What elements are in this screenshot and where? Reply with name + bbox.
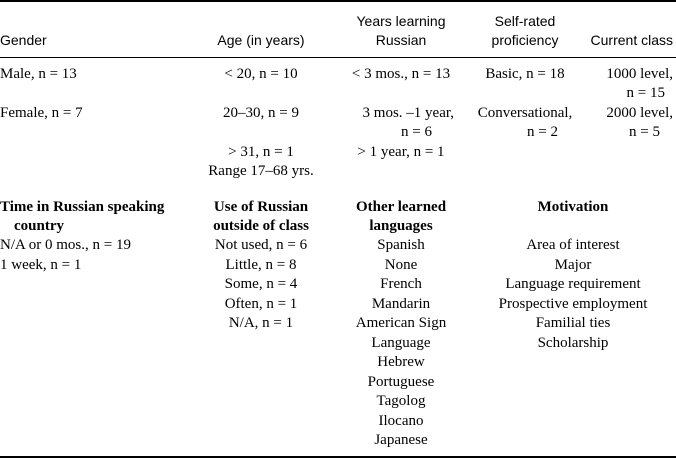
age-over-31: > 31, n = 1 xyxy=(228,144,294,160)
list-item: Not used, n = 6 xyxy=(214,237,308,253)
header-use-outside-l1: Use of Russian xyxy=(213,199,309,215)
list-item: N/A or 0 mos., n = 19 xyxy=(0,237,131,253)
header-years-learning-l2: Russian xyxy=(375,32,427,48)
header-motivation: Motivation xyxy=(537,199,609,215)
header-other-languages-l1: Other learned xyxy=(355,199,447,215)
header-other-languages-l2: languages xyxy=(369,218,433,234)
age-range: Range 17–68 yrs. xyxy=(208,163,314,179)
list-item: Familial ties xyxy=(535,315,611,331)
header-age: Age (in years) xyxy=(217,32,305,48)
class-2000-level: 2000 level, xyxy=(606,105,673,121)
header-time-in-country-l1: Time in Russian speaking xyxy=(0,199,165,215)
class-1000-level: 1000 level, xyxy=(606,66,673,82)
header-self-rated-l1: Self-rated xyxy=(494,13,556,29)
proficiency-conversational-n: n = 2 xyxy=(527,124,558,140)
list-item: Language xyxy=(371,334,431,351)
header-self-rated-l2: proficiency xyxy=(491,32,559,48)
proficiency-basic: Basic, n = 18 xyxy=(485,66,565,82)
list-item: Portuguese xyxy=(367,373,435,390)
list-item: Little, n = 8 xyxy=(225,256,297,273)
gender-male: Male, n = 13 xyxy=(0,66,77,82)
class-2000-level-n: n = 5 xyxy=(629,124,660,140)
bottom-rule xyxy=(0,456,676,458)
header-current-class: Current class xyxy=(590,32,673,48)
use-outside-list xyxy=(196,236,326,334)
years-lt-3-mos: < 3 mos., n = 13 xyxy=(351,66,451,82)
list-item: Major xyxy=(554,256,592,273)
list-item: Some, n = 4 xyxy=(224,276,298,292)
time-in-country-list xyxy=(0,236,131,275)
header-use-outside-l2: outside of class xyxy=(213,218,309,234)
list-item: N/A, n = 1 xyxy=(228,315,294,331)
list-item: 1 week, n = 1 xyxy=(0,256,82,273)
motivation-list xyxy=(470,236,676,353)
list-item: American Sign xyxy=(355,315,447,331)
list-item: None xyxy=(384,256,418,273)
header-years-learning-l1: Years learning xyxy=(356,13,446,29)
gender-female: Female, n = 7 xyxy=(0,105,83,121)
header-rule xyxy=(0,57,676,58)
list-item: Spanish xyxy=(377,237,425,253)
list-item: Hebrew xyxy=(377,354,425,370)
list-item: Mandarin xyxy=(371,295,431,312)
header-gender: Gender xyxy=(0,32,47,48)
list-item: French xyxy=(380,276,422,292)
list-item: Language requirement xyxy=(505,276,641,292)
proficiency-conversational: Conversational, xyxy=(477,105,573,121)
list-item: Often, n = 1 xyxy=(224,295,298,312)
header-time-in-country-l2: country xyxy=(14,218,64,234)
years-3mos-1yr-n: n = 6 xyxy=(401,124,432,140)
list-item: Prospective employment xyxy=(498,295,648,312)
list-item: Japanese xyxy=(374,432,428,448)
other-languages-list xyxy=(334,236,468,451)
years-3mos-1yr: 3 mos. –1 year, xyxy=(362,105,454,121)
list-item: Tagolog xyxy=(376,393,426,409)
list-item: Area of interest xyxy=(526,237,620,253)
list-item: Ilocano xyxy=(378,412,424,429)
years-gt-1yr: > 1 year, n = 1 xyxy=(357,144,445,160)
class-1000-level-n: n = 15 xyxy=(626,85,665,101)
age-20-30: 20–30, n = 9 xyxy=(223,105,299,121)
top-rule xyxy=(0,0,676,2)
age-under-20: < 20, n = 10 xyxy=(224,66,298,82)
list-item: Scholarship xyxy=(537,334,609,351)
